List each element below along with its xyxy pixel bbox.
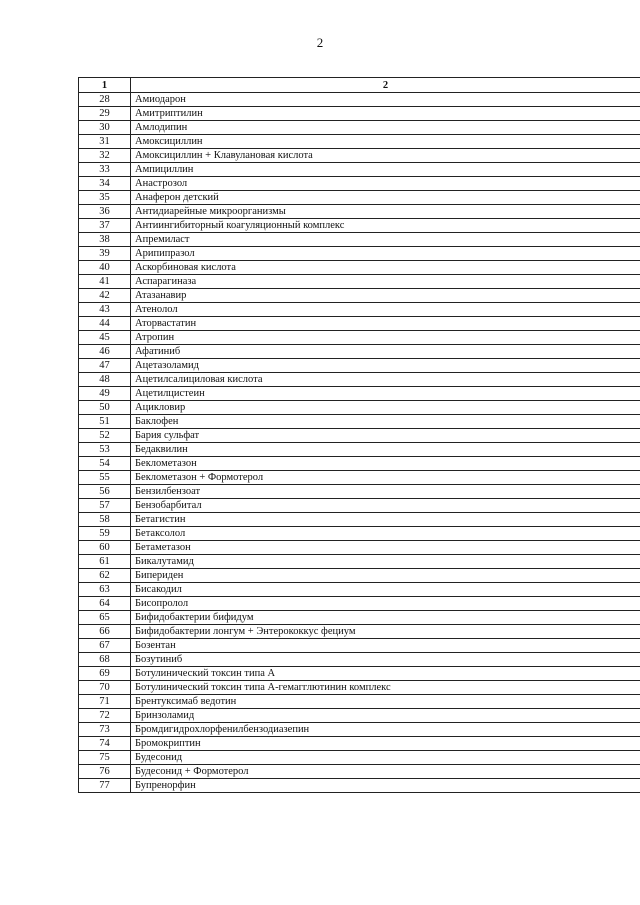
drug-name: Атропин xyxy=(131,331,640,345)
row-number: 45 xyxy=(79,331,131,345)
drug-name: Бикалутамид xyxy=(131,555,640,569)
table-row xyxy=(79,583,640,597)
drug-name: Бозутиниб xyxy=(131,653,640,667)
drug-name: Аскорбиновая кислота xyxy=(131,261,640,275)
row-number: 55 xyxy=(79,471,131,485)
table-row xyxy=(79,471,640,485)
row-number: 38 xyxy=(79,233,131,247)
table-row xyxy=(79,485,640,499)
drug-name: Бифидобактерии лонгум + Энтерококкус фециум xyxy=(131,625,640,639)
table-row xyxy=(79,387,640,401)
drug-name: Аторвастатин xyxy=(131,317,640,331)
row-number: 35 xyxy=(79,191,131,205)
table-row xyxy=(79,765,640,779)
table-row xyxy=(79,107,640,121)
drug-name: Баклофен xyxy=(131,415,640,429)
drug-name: Амоксициллин xyxy=(131,135,640,149)
drug-name: Беклометазон + Формотерол xyxy=(131,471,640,485)
drug-name: Будесонид xyxy=(131,751,640,765)
table-body xyxy=(79,93,640,793)
row-number: 70 xyxy=(79,681,131,695)
table-row xyxy=(79,569,640,583)
table-row xyxy=(79,513,640,527)
table-row xyxy=(79,415,640,429)
table-row xyxy=(79,709,640,723)
table-row xyxy=(79,457,640,471)
drug-table xyxy=(78,77,640,793)
drug-name: Атазанавир xyxy=(131,289,640,303)
table-row xyxy=(79,667,640,681)
drug-name: Амлодипин xyxy=(131,121,640,135)
table-row xyxy=(79,331,640,345)
table-row xyxy=(79,149,640,163)
drug-name: Бедаквилин xyxy=(131,443,640,457)
header-col-name: 2 xyxy=(131,78,640,93)
table-row xyxy=(79,345,640,359)
table-row xyxy=(79,611,640,625)
row-number: 69 xyxy=(79,667,131,681)
row-number: 58 xyxy=(79,513,131,527)
table-row xyxy=(79,163,640,177)
row-number: 31 xyxy=(79,135,131,149)
row-number: 29 xyxy=(79,107,131,121)
row-number: 40 xyxy=(79,261,131,275)
drug-name: Бозентан xyxy=(131,639,640,653)
row-number: 44 xyxy=(79,317,131,331)
drug-name: Бисакодил xyxy=(131,583,640,597)
row-number: 64 xyxy=(79,597,131,611)
drug-name: Бисопролол xyxy=(131,597,640,611)
row-number: 56 xyxy=(79,485,131,499)
page-number: 2 xyxy=(316,35,324,50)
drug-name: Ампициллин xyxy=(131,163,640,177)
row-number: 57 xyxy=(79,499,131,513)
table-row xyxy=(79,499,640,513)
table-row xyxy=(79,289,640,303)
row-number: 75 xyxy=(79,751,131,765)
drug-name: Анастрозол xyxy=(131,177,640,191)
drug-name: Амоксициллин + Клавулановая кислота xyxy=(131,149,640,163)
row-number: 62 xyxy=(79,569,131,583)
row-number: 59 xyxy=(79,527,131,541)
table-row xyxy=(79,737,640,751)
drug-name: Ботулинический токсин типа А xyxy=(131,667,640,681)
table-row xyxy=(79,653,640,667)
table-header-row xyxy=(79,78,640,93)
drug-name: Ацетазоламид xyxy=(131,359,640,373)
drug-name: Анаферон детский xyxy=(131,191,640,205)
drug-name: Бетаметазон xyxy=(131,541,640,555)
table-row xyxy=(79,303,640,317)
row-number: 34 xyxy=(79,177,131,191)
table-row xyxy=(79,233,640,247)
table-row xyxy=(79,443,640,457)
row-number: 51 xyxy=(79,415,131,429)
row-number: 41 xyxy=(79,275,131,289)
drug-name: Антиингибиторный коагуляционный комплекс xyxy=(131,219,640,233)
table-row xyxy=(79,527,640,541)
row-number: 49 xyxy=(79,387,131,401)
table-header xyxy=(79,78,640,93)
drug-name: Ботулинический токсин типа А-гемагглютинин комплекс xyxy=(131,681,640,695)
row-number: 61 xyxy=(79,555,131,569)
table-row xyxy=(79,93,640,107)
table-row xyxy=(79,723,640,737)
drug-name: Бифидобактерии бифидум xyxy=(131,611,640,625)
row-number: 42 xyxy=(79,289,131,303)
table-row xyxy=(79,177,640,191)
drug-name: Бринзоламид xyxy=(131,709,640,723)
header-col-number: 1 xyxy=(79,78,131,93)
table-row xyxy=(79,275,640,289)
row-number: 30 xyxy=(79,121,131,135)
row-number: 47 xyxy=(79,359,131,373)
drug-name: Антидиарейные микроорганизмы xyxy=(131,205,640,219)
row-number: 72 xyxy=(79,709,131,723)
table-row xyxy=(79,401,640,415)
drug-name: Ацетилцистеин xyxy=(131,387,640,401)
drug-name: Бромдигидрохлорфенилбензодиазепин xyxy=(131,723,640,737)
row-number: 73 xyxy=(79,723,131,737)
drug-name: Бупренорфин xyxy=(131,779,640,793)
row-number: 52 xyxy=(79,429,131,443)
row-number: 71 xyxy=(79,695,131,709)
row-number: 33 xyxy=(79,163,131,177)
table-row xyxy=(79,555,640,569)
drug-name: Амитриптилин xyxy=(131,107,640,121)
table-row xyxy=(79,779,640,793)
row-number: 77 xyxy=(79,779,131,793)
row-number: 65 xyxy=(79,611,131,625)
drug-name: Апремиласт xyxy=(131,233,640,247)
row-number: 68 xyxy=(79,653,131,667)
table-row xyxy=(79,681,640,695)
table-row xyxy=(79,541,640,555)
row-number: 43 xyxy=(79,303,131,317)
table-row xyxy=(79,639,640,653)
row-number: 54 xyxy=(79,457,131,471)
table-row xyxy=(79,205,640,219)
drug-name: Бромокриптин xyxy=(131,737,640,751)
drug-name: Аспарагиназа xyxy=(131,275,640,289)
table-row xyxy=(79,429,640,443)
row-number: 36 xyxy=(79,205,131,219)
table-row xyxy=(79,121,640,135)
drug-name: Брентуксимаб ведотин xyxy=(131,695,640,709)
row-number: 63 xyxy=(79,583,131,597)
row-number: 39 xyxy=(79,247,131,261)
table-row xyxy=(79,597,640,611)
row-number: 37 xyxy=(79,219,131,233)
row-number: 48 xyxy=(79,373,131,387)
table-row xyxy=(79,219,640,233)
table-row xyxy=(79,135,640,149)
row-number: 74 xyxy=(79,737,131,751)
drug-name: Арипипразол xyxy=(131,247,640,261)
drug-name: Бензобарбитал xyxy=(131,499,640,513)
table-row xyxy=(79,373,640,387)
drug-name: Бипериден xyxy=(131,569,640,583)
row-number: 46 xyxy=(79,345,131,359)
table-row xyxy=(79,695,640,709)
row-number: 53 xyxy=(79,443,131,457)
drug-name: Бензилбензоат xyxy=(131,485,640,499)
drug-name: Ацетилсалициловая кислота xyxy=(131,373,640,387)
table-row xyxy=(79,625,640,639)
drug-name: Ацикловир xyxy=(131,401,640,415)
drug-name: Бетагистин xyxy=(131,513,640,527)
table-row xyxy=(79,317,640,331)
drug-name: Будесонид + Формотерол xyxy=(131,765,640,779)
drug-name: Бария сульфат xyxy=(131,429,640,443)
drug-name: Бетаксолол xyxy=(131,527,640,541)
drug-name: Атенолол xyxy=(131,303,640,317)
drug-name: Амиодарон xyxy=(131,93,640,107)
row-number: 76 xyxy=(79,765,131,779)
table-row xyxy=(79,247,640,261)
table-row xyxy=(79,359,640,373)
drug-name: Беклометазон xyxy=(131,457,640,471)
table-row xyxy=(79,751,640,765)
table-row xyxy=(79,191,640,205)
row-number: 66 xyxy=(79,625,131,639)
row-number: 67 xyxy=(79,639,131,653)
table-row xyxy=(79,261,640,275)
drug-name: Афатиниб xyxy=(131,345,640,359)
row-number: 60 xyxy=(79,541,131,555)
row-number: 28 xyxy=(79,93,131,107)
row-number: 50 xyxy=(79,401,131,415)
row-number: 32 xyxy=(79,149,131,163)
